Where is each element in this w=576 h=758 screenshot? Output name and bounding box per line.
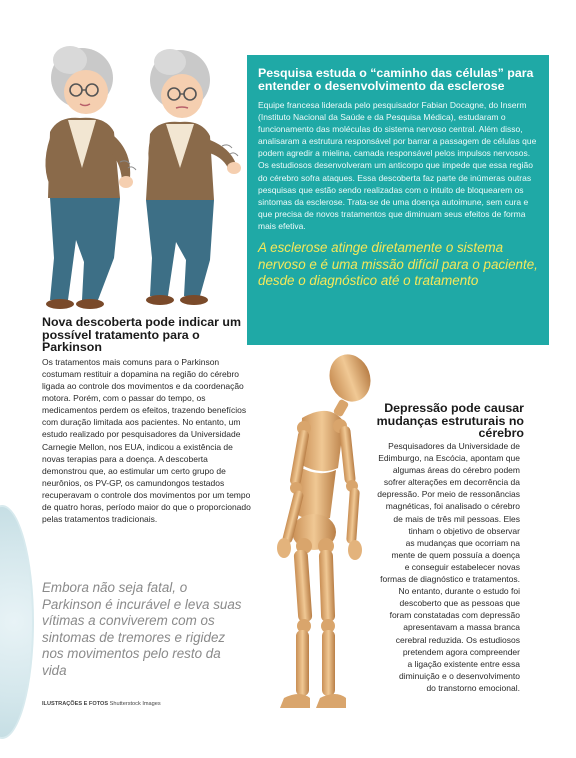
- body-line: Edimburgo, na Escócia, apontam que: [378, 453, 520, 464]
- body-line: apresentavam a massa branca: [403, 622, 520, 633]
- depression-article-title: Depressão pode causar mudanças estruturais no cérebro: [376, 401, 524, 441]
- body-line: as mudanças que ocorriam na: [405, 537, 520, 548]
- body-line: sofrer alterações em decorrência da: [383, 477, 520, 488]
- body-line: No entanto, durante o estudo foi: [398, 586, 520, 597]
- credit-source: Shutterstock Images: [109, 701, 161, 707]
- body-line: do transtorno emocional.: [426, 682, 520, 693]
- elderly-woman-figure-left: [45, 46, 136, 309]
- body-line: formas de diagnóstico e tratamentos.: [380, 574, 520, 585]
- depression-article-body: [300, 440, 520, 694]
- body-line: e conseguir estabelecer novas: [404, 561, 520, 572]
- sidebar-title: Pesquisa estuda o “caminho das células” para entender o desenvolvimento da esclerose: [258, 66, 534, 93]
- decorative-bubble: [0, 505, 34, 739]
- elderly-woman-figure-right: [146, 49, 241, 305]
- body-line: pretendem agora compreender: [402, 646, 520, 657]
- elderly-parkinson-illustration: [10, 28, 245, 310]
- sidebar-body: Equipe francesa liderada pelo pesquisador Fabian Docagne, do Inserm (Instituto Nacional da Saúde e da Pesquisa Médica), estudaram o funcionamento das moléculas do sistema nervoso central. Além disso, analisaram a estrutura responsável por barrar a passagem de células que podem agredir a mielina, camada responsável pelos impulsos nervosos. Os estudiosos desenvolveram um anticorpo que impede que essa região do cérebro sofra ataques. Essa descoberta faz parte de inúmeras outras pesquisas que estão sendo realizadas com o intuito de bloquearem os sintomas da esclerose. Trata-se de uma doença autoimune, sem cura e que precisa de novos tratamentos que diminuam seus efeitos de forma mais efetiva.: [258, 100, 537, 231]
- body-line: descoberto que as pessoas que: [399, 598, 520, 609]
- body-line: diminuição e o desenvolvimento: [399, 670, 520, 681]
- parkinson-pull-quote: Embora não seja fatal, o Parkinson é incurável e leva suas vítimas a conviverem com os sintomas de tremores e rigidez nos movimentos pelo resto da vida: [42, 580, 242, 678]
- body-line: Pesquisadores da Universidade de: [388, 441, 520, 451]
- body-line: cerebral reduzida. Os estudiosos: [395, 634, 520, 645]
- parkinson-article-body: Os tratamentos mais comuns para o Parkinson costumam restituir a dopamina na região do cérebro ligada ao controle dos movimentos e da coordenação motora. Porém, com o passar do tempo, os medicamentos perdem os efeitos, trazendo benefícios com duração limitada aos pacientes. No entanto, um estudo realizado por pesquisadores da Universidade Carnegie Mellon, nos EUA, indicou a existência de novas terapias para a doença. A descoberta demonstrou que, ao estimular um certo grupo de neurônios, os PV-GP, os camundongos testados recuperavam o controle dos movimentos por um tempo de quatro horas, período maior do que o proporcionado pelas tratamentos tradicionais.: [42, 357, 251, 525]
- body-line: tinham o objetivo de observar: [408, 525, 520, 536]
- body-line: foram constatadas com depressão: [389, 610, 520, 621]
- body-line: a ligação existente entre essa: [407, 658, 520, 669]
- sclerosis-sidebar-box: [247, 55, 549, 345]
- image-credit: [42, 701, 161, 707]
- body-line: depressão. Por meio de ressonâncias: [377, 489, 520, 500]
- body-line: algumas áreas do cérebro podem: [392, 465, 520, 476]
- sidebar-pull-quote: A esclerose atinge diretamente o sistema nervoso e é uma missão difícil para o paciente, desde o diagnóstico até o tratamento: [258, 240, 538, 289]
- credit-label: ILUSTRAÇÕES E FOTOS: [42, 701, 109, 707]
- body-line: mente de quem possuía a doença: [391, 549, 520, 560]
- body-line: de mais de três mil pessoas. Eles: [393, 513, 520, 524]
- parkinson-article-title: Nova descoberta pode indicar um possível tratamento para o Parkinson: [42, 315, 241, 355]
- body-line: magnéticas, foi analisado o cérebro: [385, 501, 520, 512]
